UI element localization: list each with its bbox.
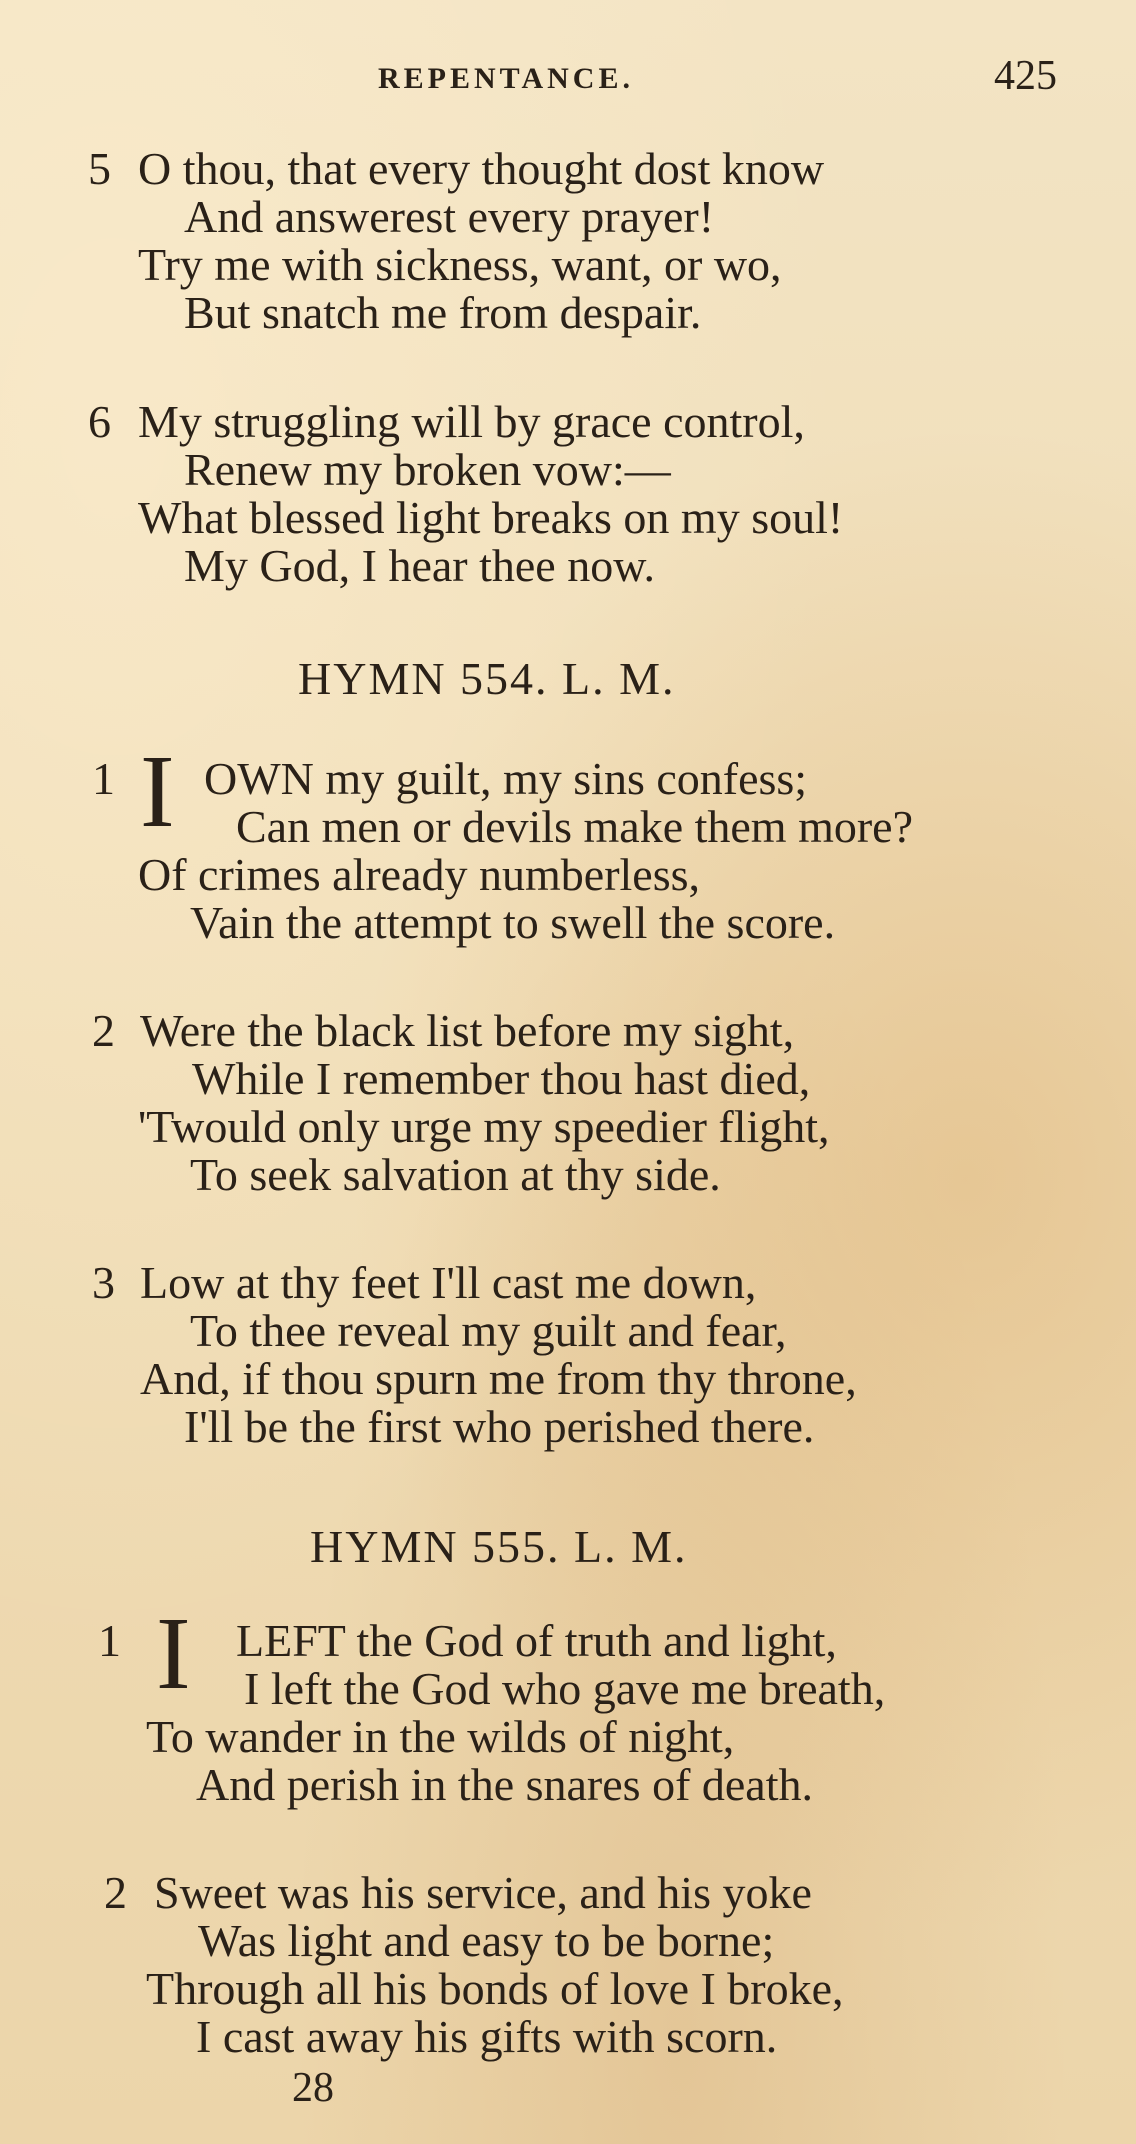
verse-line: My struggling will by grace control, [138,396,805,447]
verse-line: But snatch me from despair. [184,287,702,338]
verse-line: And answerest every prayer! [184,191,715,242]
drop-cap: I [140,734,175,849]
verse-line: Was light and easy to be borne; [198,1915,775,1966]
verse-line: To thee reveal my guilt and fear, [190,1305,787,1356]
verse-number: 2 [104,1867,127,1918]
verse-line: Of crimes already numberless, [138,849,701,900]
verse-line: Try me with sickness, want, or wo, [138,239,782,290]
verse-line: To seek salvation at thy side. [190,1149,721,1200]
hymn-title: HYMN 555. L. M. [310,1521,688,1572]
verse-line: Can men or devils make them more? [236,801,914,852]
hymn-title: HYMN 554. L. M. [298,653,676,704]
verse-line: OWN my guilt, my sins confess; [204,753,808,804]
signature-mark: 28 [292,2065,334,2111]
verse-number: 2 [92,1005,115,1056]
verse-line: Were the black list before my sight, [140,1005,795,1056]
verse-line: I left the God who gave me breath, [244,1663,886,1714]
verse-number: 3 [92,1257,115,1308]
verse-line: Through all his bonds of love I broke, [146,1963,844,2014]
page-number: 425 [994,53,1057,99]
verse-number: 1 [98,1615,121,1666]
verse-line: While I remember thou hast died, [192,1053,811,1104]
verse-line: And, if thou spurn me from thy throne, [140,1353,857,1404]
verse-line: LEFT the God of truth and light, [236,1615,837,1666]
verse-line: And perish in the snares of death. [196,1759,814,1810]
verse-line: I'll be the first who perished there. [184,1401,815,1452]
verse-line: Vain the attempt to swell the score. [190,897,836,948]
verse-line: I cast away his gifts with scorn. [196,2011,778,2062]
verse-line: To wander in the wilds of night, [146,1711,735,1762]
verse-line: What blessed light breaks on my soul! [138,492,844,543]
verse-line: Low at thy feet I'll cast me down, [140,1257,757,1308]
verse-line: O thou, that every thought dost know [138,143,825,194]
verse-number: 1 [92,753,115,804]
verse-number: 5 [88,143,111,194]
verse-line: My God, I hear thee now. [184,540,655,591]
verse-line: Renew my broken vow:— [184,444,671,495]
verse-number: 6 [88,396,111,447]
verse-line: 'Twould only urge my speedier flight, [138,1101,830,1152]
running-head: REPENTANCE. [378,62,634,95]
drop-cap: I [156,1596,191,1711]
verse-line: Sweet was his service, and his yoke [154,1867,812,1918]
